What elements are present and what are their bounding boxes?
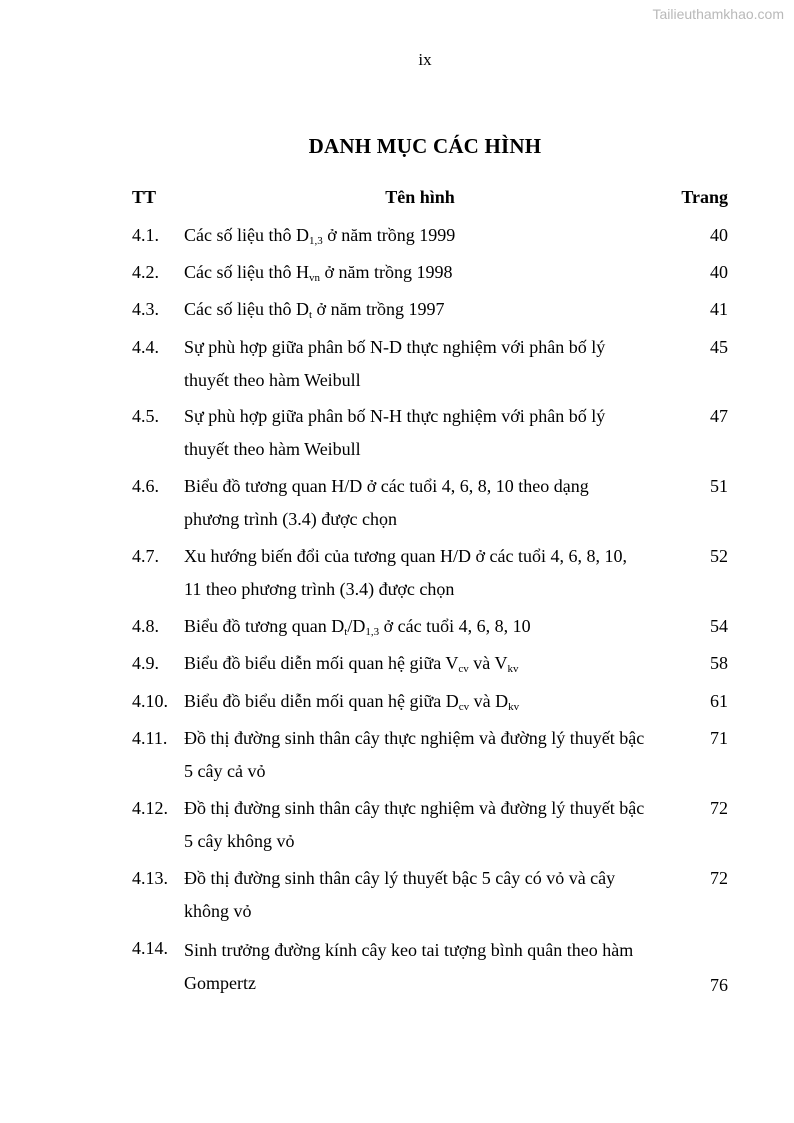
figure-number: 4.9. (132, 653, 159, 673)
figure-number: 4.12. (132, 798, 168, 818)
figure-title: Đồ thị đường sinh thân cây lý thuyết bậc 5 cây có vỏ và cây không vỏ (184, 868, 616, 921)
header-page: Trang (681, 187, 728, 207)
figure-page: 61 (710, 691, 728, 711)
figure-page: 41 (710, 299, 728, 319)
figure-page: 52 (710, 546, 728, 566)
figure-number: 4.3. (132, 299, 159, 319)
figure-title: Biểu đồ biểu diễn mối quan hệ giữa $V_{cv}$ và $V_{kv}$ (184, 653, 519, 675)
figure-title: Xu hướng biến đổi của tương quan H/D ở các tuổi 4, 6, 8, 10, 11 theo phương trình (3.4) được chọn (184, 546, 627, 599)
figure-number: 4.13. (132, 868, 168, 888)
page-number: ix (418, 50, 432, 69)
figure-page: 51 (710, 476, 728, 496)
figure-number: 4.7. (132, 546, 159, 566)
figure-title: Sự phù hợp giữa phân bố N-H thực nghiệm với phân bố lý thuyết theo hàm Weibull (184, 406, 606, 459)
figure-number: 4.11. (132, 728, 168, 748)
header-tt: TT (132, 187, 157, 207)
figure-number: 4.4. (132, 337, 159, 357)
page-title: DANH MỤC CÁC HÌNH (308, 134, 542, 158)
watermark: Tailieuthamkhao.com (652, 6, 784, 22)
figure-title: Các số liệu thô $H_{vn}$ ở năm trồng 1998 (184, 262, 453, 284)
figure-page: 47 (710, 406, 728, 426)
figure-title: Biểu đồ biểu diễn mối quan hệ giữa $D_{cv}$ và $D_{kv}$ (184, 691, 520, 713)
figure-title: Các số liệu thô $D_{1,3}$ ở năm trồng 1999 (184, 225, 456, 247)
figure-title: Các số liệu thô $D_t$ ở năm trồng 1997 (184, 299, 445, 321)
figure-number: 4.5. (132, 406, 159, 426)
figure-page: 71 (710, 728, 728, 748)
figure-number: 4.10. (132, 691, 168, 711)
figure-page: 45 (710, 337, 728, 357)
figure-number: 4.6. (132, 476, 159, 496)
figure-title: Biểu đồ tương quan $D_t/D_{1,3}$ ở các tuổi 4, 6, 8, 10 (184, 616, 531, 638)
figure-page: 76 (710, 975, 728, 995)
figure-title: Đồ thị đường sinh thân cây thực nghiệm và đường lý thuyết bậc 5 cây không vỏ (184, 798, 645, 851)
figure-title: Biểu đồ tương quan H/D ở các tuổi 4, 6, 8, 10 theo dạng phương trình (3.4) được chọn (184, 476, 589, 529)
figure-title: Sinh trưởng đường kính cây keo tai tượng bình quân theo hàm Gompertz (184, 940, 634, 993)
figure-number: 4.14. (132, 938, 168, 958)
figure-page: 40 (710, 225, 728, 245)
figure-page: 72 (710, 868, 728, 888)
figure-page: 54 (710, 616, 728, 636)
figure-number: 4.2. (132, 262, 159, 282)
figure-title: Đồ thị đường sinh thân cây thực nghiệm và đường lý thuyết bậc 5 cây cả vỏ (184, 728, 645, 781)
figure-page: 58 (710, 653, 728, 673)
header-name: Tên hình (385, 187, 455, 207)
figure-page: 40 (710, 262, 728, 282)
figure-page: 72 (710, 798, 728, 818)
figure-title: Sự phù hợp giữa phân bố N-D thực nghiệm với phân bố lý thuyết theo hàm Weibull (184, 337, 606, 390)
figure-number: 4.1. (132, 225, 159, 245)
figure-number: 4.8. (132, 616, 159, 636)
